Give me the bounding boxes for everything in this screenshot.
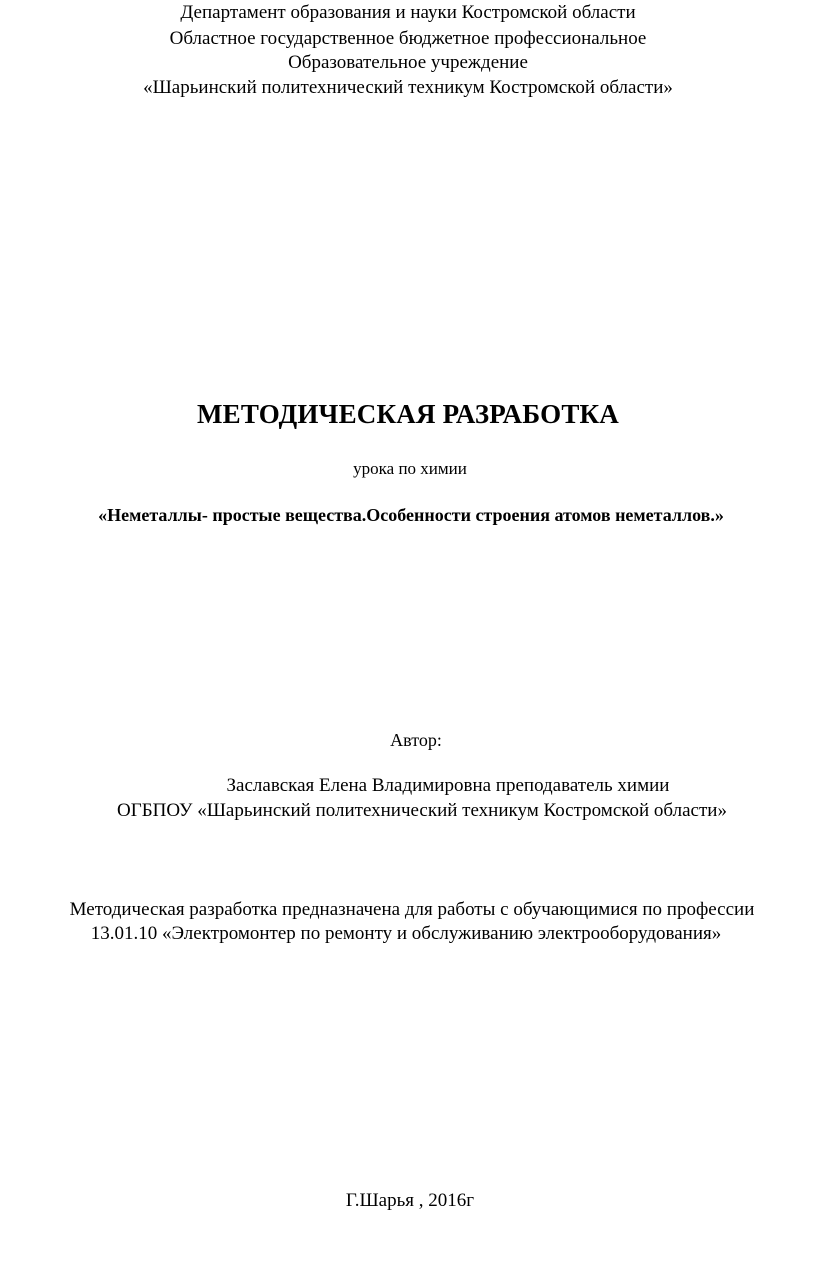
header-institution-name: «Шарьинский политехнический техникум Костромской области» <box>143 77 673 98</box>
author-organization: ОГБПОУ «Шарьинский политехнический техникум Костромской области» <box>117 800 727 821</box>
purpose-line-2: 13.01.10 «Электромонтер по ремонту и обслуживанию электрооборудования» <box>90 923 722 944</box>
author-name: Заславская Елена Владимировна преподаватель химии <box>226 775 670 796</box>
place-and-year: Г.Шарья , 2016г <box>345 1190 475 1211</box>
purpose-line-1: Методическая разработка предназначена для работы с обучающимися по профессии <box>69 899 755 920</box>
header-institution-kind: Образовательное учреждение <box>288 52 528 73</box>
header-institution-type: Областное государственное бюджетное профессиональное <box>169 28 647 49</box>
header-department: Департамент образования и науки Костромской области <box>180 2 636 23</box>
author-label: Автор: <box>390 730 442 750</box>
document-subtitle: урока по химии <box>353 459 467 478</box>
document-title: МЕТОДИЧЕСКАЯ РАЗРАБОТКА <box>196 399 620 429</box>
lesson-topic: «Неметаллы- простые вещества.Особенности строения атомов неметаллов.» <box>98 505 724 525</box>
